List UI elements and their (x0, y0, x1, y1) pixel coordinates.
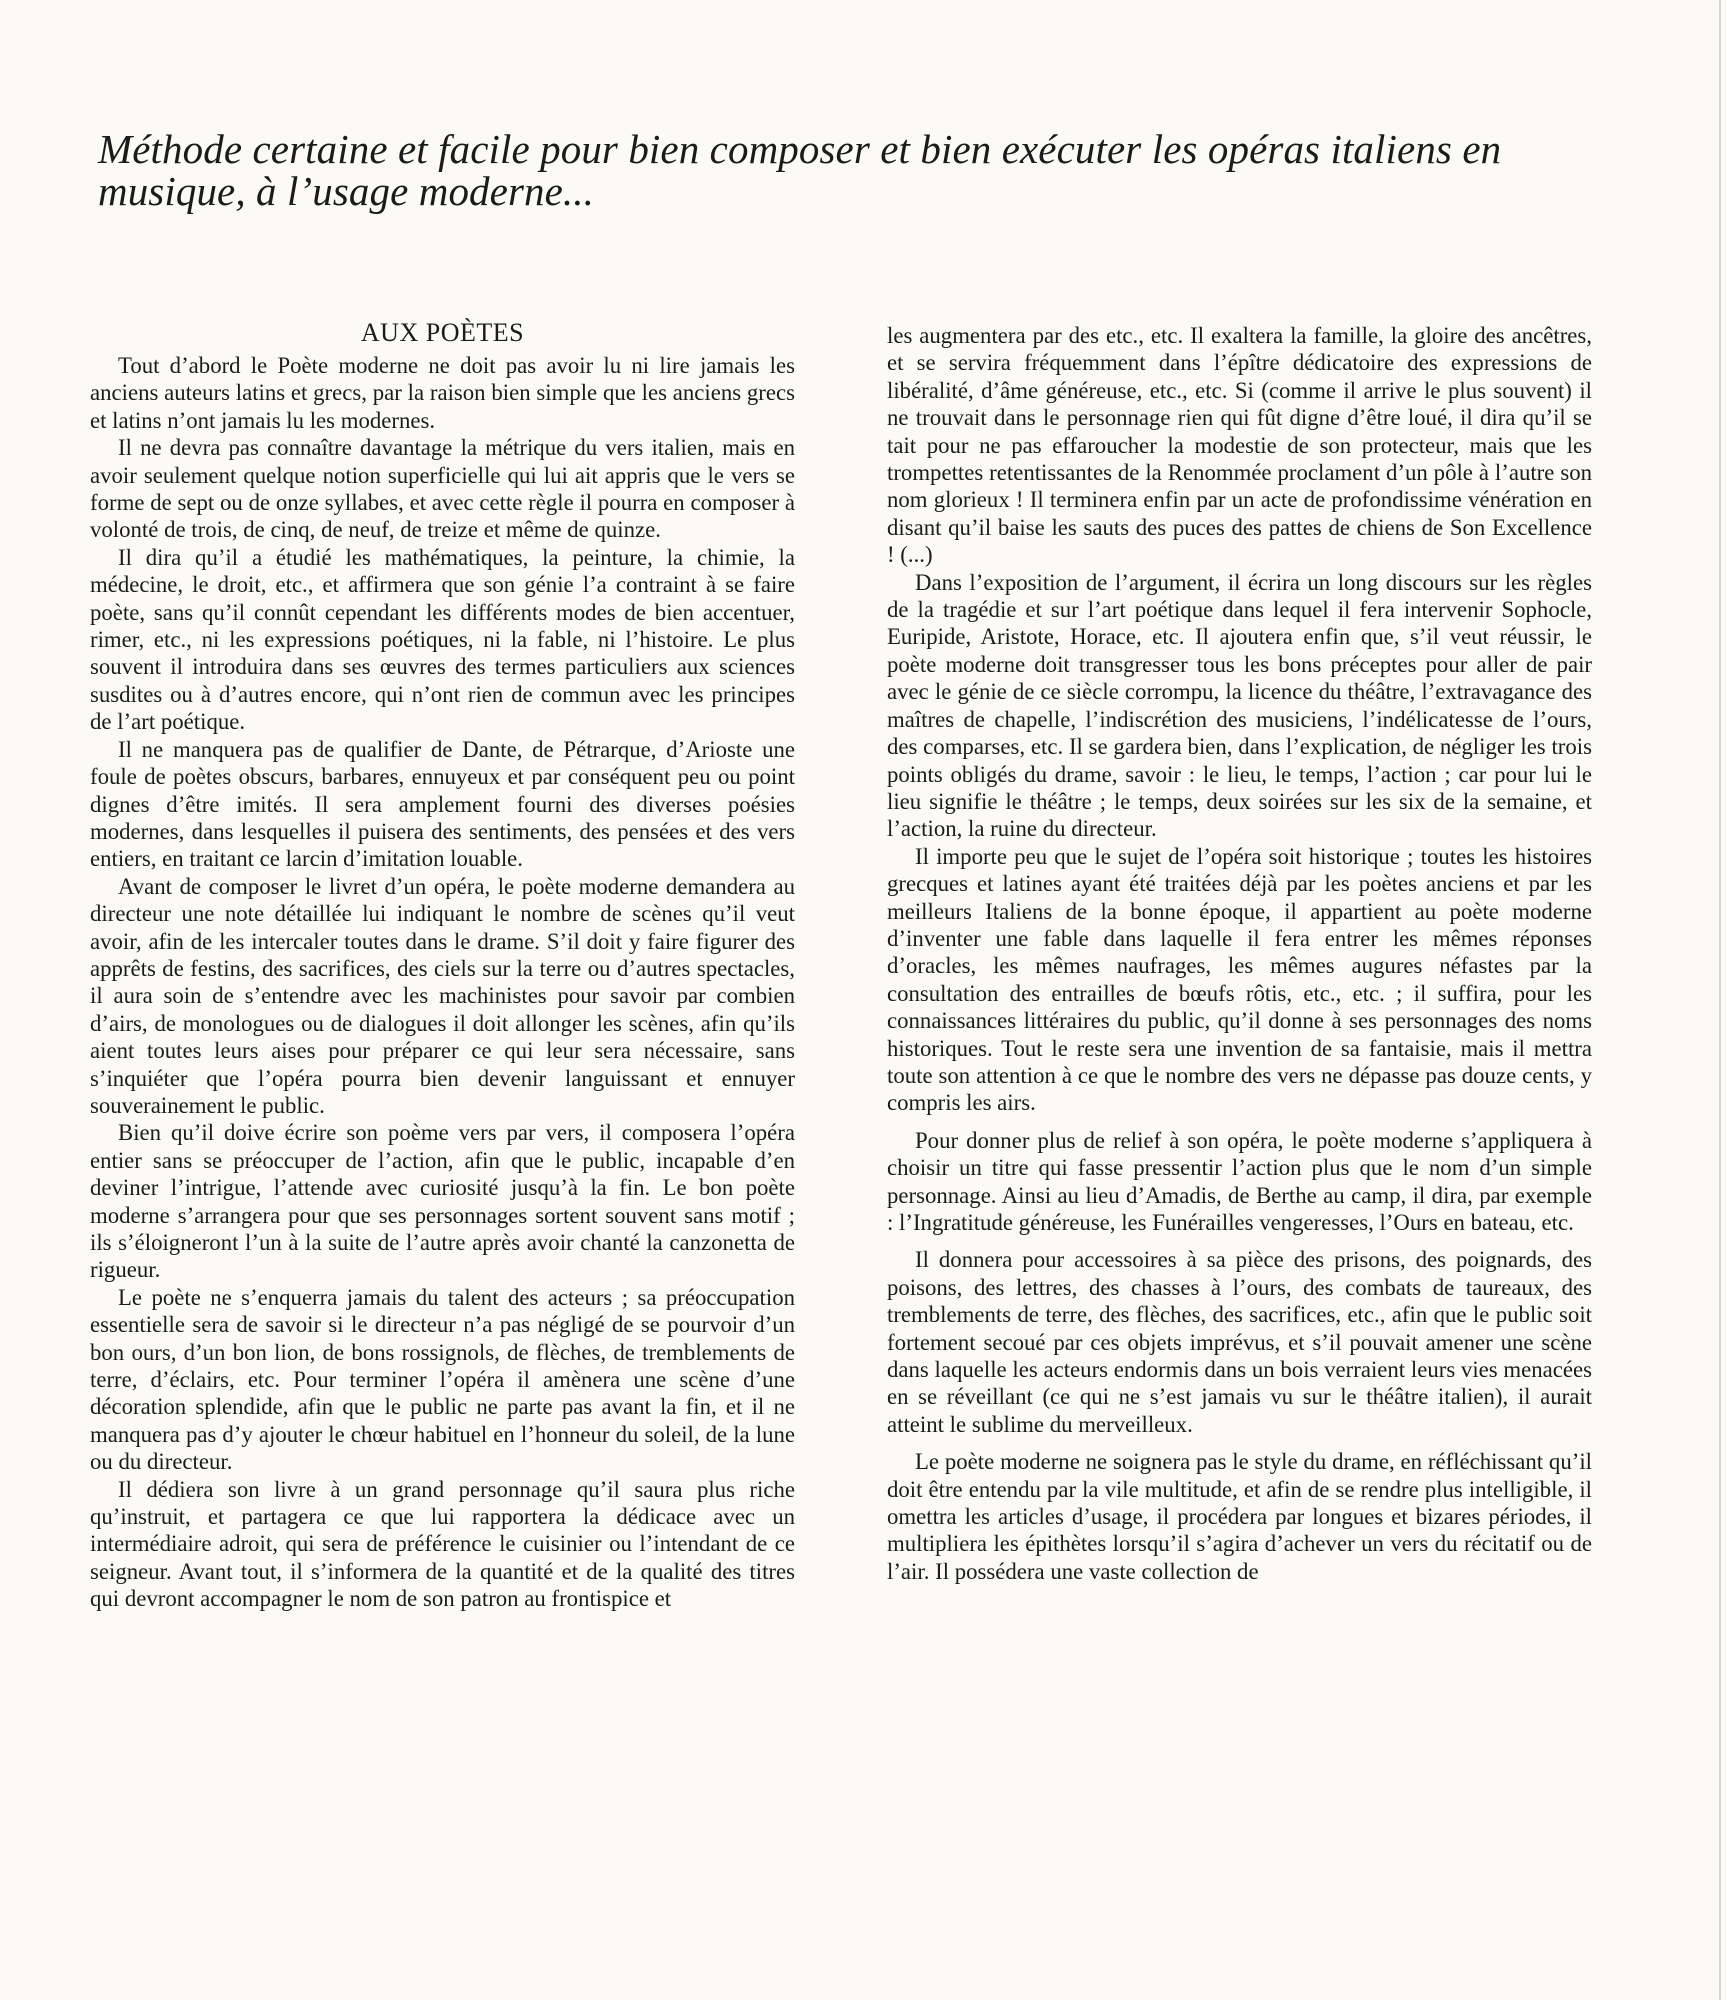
section-heading: AUX POÈTES (360, 318, 525, 347)
paragraph: Bien qu’il doive écrire son poème vers par vers, il composera l’opéra entier sans se préoccuper de l’action, afin que le public, incapable d’en deviner l’intrigue, l’attende avec curiosité jusqu’à la fin. Le bon poète moderne s’arrangera pour que ses personnages sortent souvent sans motif ; ils s’éloigneront l’un à la suite de l’autre après avoir chanté la canzonetta de rigueur. (90, 1120, 795, 1283)
page-edge (1719, 0, 1721, 2000)
paragraph: Le poète ne s’enquerra jamais du talent des acteurs ; sa préoccupation essentielle sera de savoir si le directeur n’a pas négligé de se pourvoir d’un bon ours, d’un bon lion, de bons rossignols, de flèches, de tremblements de terre, d’éclairs, etc. Pour terminer l’opéra il amènera une scène d’une décoration splendide, afin que le public ne parte pas avant la fin, et il ne manquera pas d’y ajouter le chœur habituel en l’honneur du soleil, de la lune ou du directeur. (90, 1284, 795, 1475)
paragraph: les augmentera par des etc., etc. Il exaltera la famille, la gloire des ancêtres, et se servira fréquemment dans l’épître dédicatoire des expressions de libéralité, d’âme généreuse, etc., etc. Si (comme il arrive le plus souvent) il ne trouvait dans le personnage rien qui fût digne d’être loué, il dira qu’il se tait pour ne pas effaroucher la modestie de son protecteur, mais que les trompettes retentissantes de la Renommée proclament d’un pôle à l’autre son nom glorieux ! Il terminera enfin par un acte de profondissime vénération en disant qu’il baise les sauts des puces des pattes de chiens de Son Excellence ! (...) (887, 323, 1592, 568)
paragraph: Il dédiera son livre à un grand personnage qu’il saura plus riche qu’instruit, et partagera ce que lui rapportera la dédicace avec un intermédiaire adroit, qui sera de préférence le cuisinier ou l’intendant de ce seigneur. Avant tout, il s’informera de la quantité et de la qualité des titres qui devront accompagner le nom de son patron au frontispice et (90, 1476, 795, 1612)
paragraph: Il dira qu’il a étudié les mathématiques, la peinture, la chimie, la médecine, le droit, etc., et affirmera que son génie l’a contraint à se faire poète, sans qu’il connût cependant les différents modes de bien accentuer, rimer, etc., ni les expressions poétiques, ni la fable, ni l’histoire. Le plus souvent il introduira dans ses œuvres des termes particuliers aux sciences susdites ou à d’autres encore, qui n’ont rien de commun avec les principes de l’art poétique. (90, 544, 795, 735)
left-column (90, 318, 795, 1613)
paragraph: Il importe peu que le sujet de l’opéra soit historique ; toutes les histoires grecques et latines ayant été traitées déjà par les poètes anciens et par les meilleurs Italiens de la bonne époque, il appartient au poète moderne d’inventer une fable dans laquelle il fera entrer les mêmes réponses d’oracles, les mêmes naufrages, les mêmes augures néfastes par la consultation des entrailles de bœufs rôtis, etc., etc. ; il suffira, pour les connaissances littéraires du public, qu’il donne à ses personnages des noms historiques. Tout le reste sera une invention de sa fantaisie, mais il mettra toute son attention à ce que le nombre des vers ne dépasse pas douze cents, y compris les airs. (887, 843, 1592, 1116)
paragraph: Avant de composer le livret d’un opéra, le poète moderne demandera au directeur une note détaillée lui indiquant le nombre de scènes qu’il veut avoir, afin de les intercaler toutes dans le drame. S’il doit y faire figurer des apprêts de festins, des sacrifices, des ciels sur la terre ou d’autres spectacles, il aura soin de s’entendre avec les machinistes pour savoir par combien d’airs, de monologues ou de dialogues il doit allonger les scènes, afin qu’ils aient toutes leurs aises pour préparer ce qui leur sera nécessaire, sans s’inquiéter que l’opéra pourra bien devenir languissant et ennuyer souverainement le public. (90, 873, 795, 1118)
paragraph: Tout d’abord le Poète moderne ne doit pas avoir lu ni lire jamais les anciens auteurs latins et grecs, par la raison bien simple que les anciens grecs et latins n’ont jamais lu les modernes. (90, 353, 795, 433)
right-column (887, 322, 1592, 1585)
paragraph: Il ne manquera pas de qualifier de Dante, de Pétrarque, d’Arioste une foule de poètes obscurs, barbares, ennuyeux et par conséquent peu ou point dignes d’être imités. Il sera amplement fourni des diverses poésies modernes, dans lesquelles il puisera des sentiments, des pensées et des vers entiers, en traitant ce larcin d’imitation louable. (90, 736, 795, 872)
paragraph: Il donnera pour accessoires à sa pièce des prisons, des poignards, des poisons, des lettres, des chasses à l’ours, des combats de taureaux, des tremblements de terre, des flèches, des sacrifices, etc., afin que le public soit fortement secoué par ces objets imprévus, et s’il pouvait amener une scène dans laquelle les acteurs endormis dans un bois verraient leurs vies menacées en se réveillant (ce qui ne s’est jamais vu sur le théâtre italien), il aurait atteint le sublime du merveilleux. (887, 1247, 1592, 1437)
paragraph: Pour donner plus de relief à son opéra, le poète moderne s’appliquera à choisir un titre qui fasse pressentir l’action plus que le nom d’un simple personnage. Ainsi au lieu d’Amadis, de Berthe au camp, il dira, par exemple : l’Ingratitude généreuse, les Funérailles vengeresses, l’Ours en bateau, etc. (887, 1127, 1592, 1235)
paragraph: Dans l’exposition de l’argument, il écrira un long discours sur les règles de la tragédie et sur l’art poétique dans lequel il fera intervenir Sophocle, Euripide, Aristote, Horace, etc. Il ajoutera enfin que, s’il veut réussir, le poète moderne doit transgresser tous les bons préceptes pour aller de pair avec le génie de ce siècle corrompu, la licence du théâtre, l’extravagance des maîtres de chapelle, l’indiscrétion des musiciens, l’indélicatesse de l’ours, des comparses, etc. Il se gardera bien, dans l’explication, de négliger les trois points obligés du drame, savoir : le lieu, le temps, l’action ; car pour lui le lieu signifie le théâtre ; le temps, deux soirées sur les six de la semaine, et l’action, la ruine du directeur. (887, 569, 1592, 842)
page-title: Méthode certaine et facile pour bien composer et bien exécuter les opéras italiens en musique, à l’usage moderne... (98, 126, 1502, 214)
paragraph: Le poète moderne ne soignera pas le style du drame, en réfléchissant qu’il doit être entendu par la vile multitude, et afin de se rendre plus intelligible, il omettra les articles d’usage, il procédera par longues et bizares périodes, il multipliera les épithètes lorsqu’il s’agira d’achever un vers du récitatif ou de l’air. Il possédera une vaste collection de (887, 1449, 1592, 1584)
paragraph: Il ne devra pas connaître davantage la métrique du vers italien, mais en avoir seulement quelque notion superficielle qui lui ait appris que le vers se forme de sept ou de onze syllabes, et avec cette règle il pourra en composer à volonté de trois, de cinq, de neuf, de treize et même de quinze. (90, 435, 795, 543)
